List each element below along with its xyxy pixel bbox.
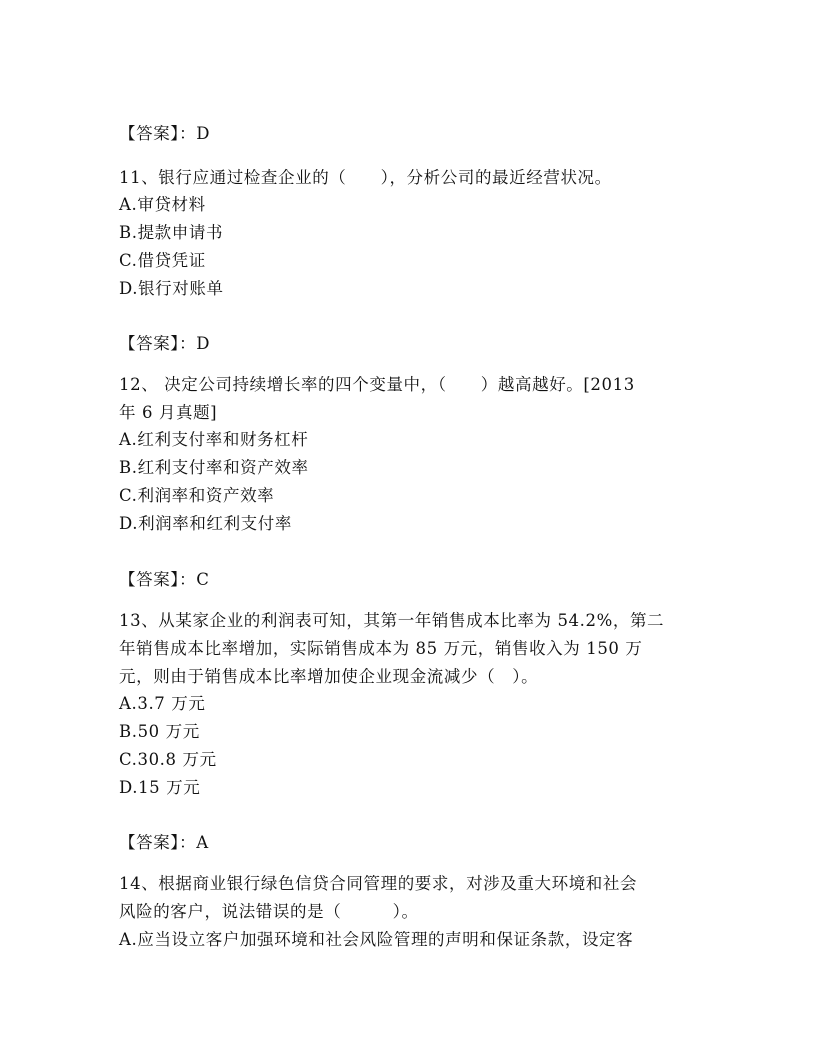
- answer-12: 【答案】：C: [119, 570, 210, 589]
- question-14-stem-line2: 风险的客户，说法错误的是（ ）。: [119, 902, 419, 921]
- question-13-option-b: B.50 万元: [119, 722, 200, 741]
- answer-10: 【答案】：D: [119, 124, 211, 143]
- question-12-option-d: D.利润率和红利支付率: [119, 514, 292, 533]
- question-12-option-b: B.红利支付率和资产效率: [119, 458, 309, 477]
- question-13-stem-line2: 年销售成本比率增加，实际销售成本为 85 万元，销售收入为 150 万: [119, 639, 643, 658]
- question-12-stem-line1: 12、 决定公司持续增长率的四个变量中，（ ）越高越好。[2013: [119, 375, 635, 394]
- question-11-option-d: D.银行对账单: [119, 279, 224, 298]
- question-13-option-a: A.3.7 万元: [119, 694, 206, 713]
- document-page: [119, 0, 699, 1056]
- question-14-stem-line1: 14、根据商业银行绿色信贷合同管理的要求，对涉及重大环境和社会: [119, 874, 638, 893]
- question-11-option-b: B.提款申请书: [119, 223, 224, 242]
- question-12-option-c: C.利润率和资产效率: [119, 486, 275, 505]
- answer-13: 【答案】：A: [119, 833, 209, 852]
- question-14-option-a: A.应当设立客户加强环境和社会风险管理的声明和保证条款，设定客: [119, 930, 634, 949]
- question-11-stem: 11、银行应通过检查企业的（ ），分析公司的最近经营状况。: [119, 168, 612, 187]
- answer-11: 【答案】：D: [119, 334, 211, 353]
- question-13-stem-line3: 元，则由于销售成本比率增加使企业现金流减少（ ）。: [119, 667, 539, 686]
- question-13-option-d: D.15 万元: [119, 778, 201, 797]
- question-12-option-a: A.红利支付率和财务杠杆: [119, 430, 309, 449]
- question-12-stem-line2: 年 6 月真题]: [119, 403, 218, 422]
- question-13-option-c: C.30.8 万元: [119, 750, 217, 769]
- question-11-option-c: C.借贷凭证: [119, 251, 206, 270]
- question-13-stem-line1: 13、从某家企业的利润表可知，其第一年销售成本比率为 54.2%，第二: [119, 611, 665, 630]
- question-11-option-a: A.审贷材料: [119, 195, 206, 214]
